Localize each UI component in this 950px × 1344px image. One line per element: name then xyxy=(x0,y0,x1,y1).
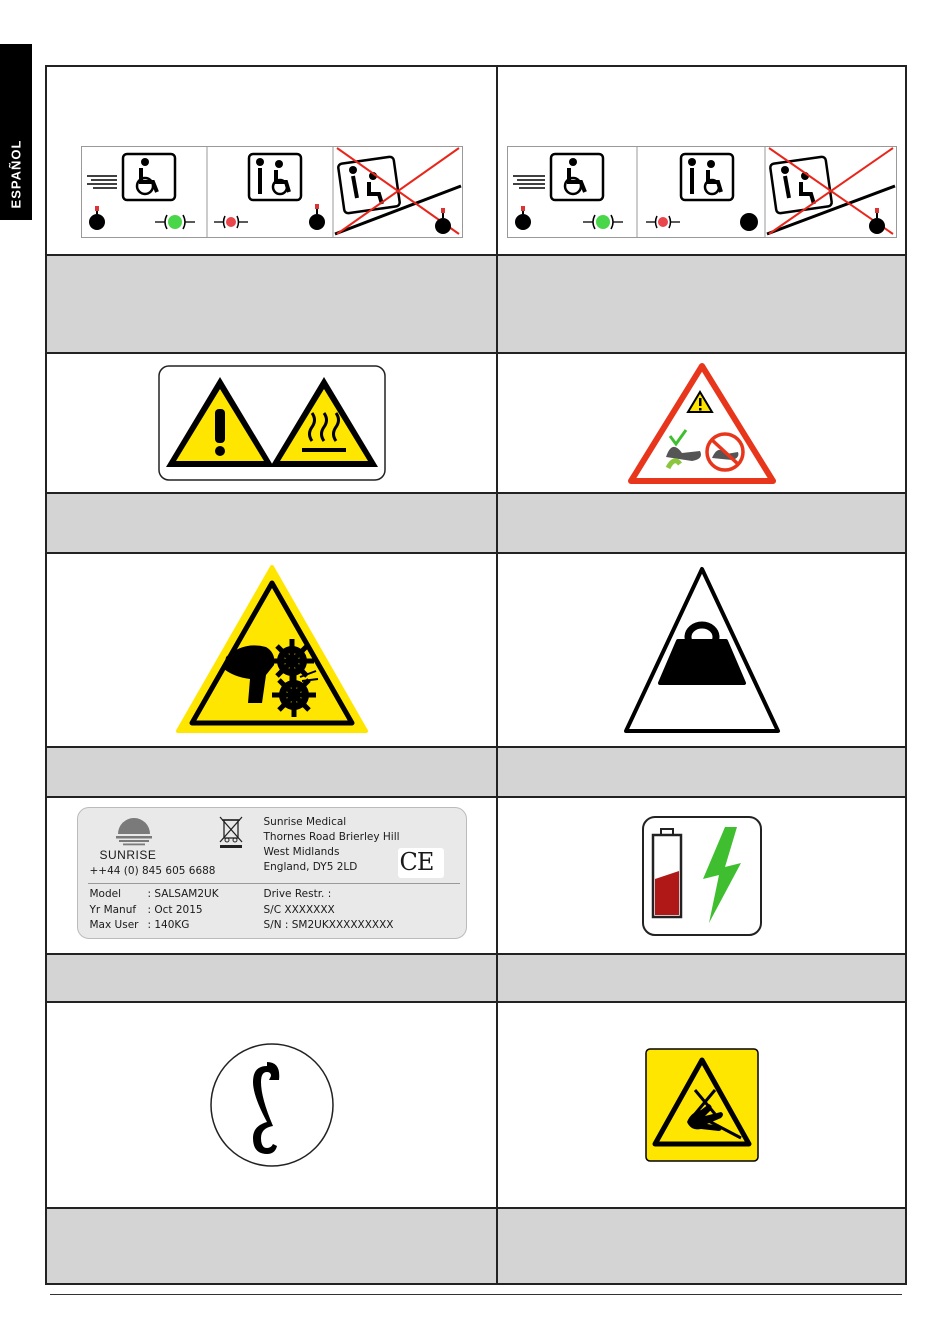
description-cell xyxy=(46,1208,497,1284)
plate-divider xyxy=(88,883,460,884)
serial-number: S/N : SM2UKXXXXXXXXX xyxy=(263,919,394,931)
crush-hazard-cell xyxy=(46,553,497,747)
drive-mode-sticker-icon xyxy=(81,146,463,238)
weight-icon xyxy=(622,565,782,735)
model-label: Model xyxy=(89,888,122,900)
esd-warning-icon xyxy=(645,1048,759,1162)
weee-bin-icon xyxy=(216,814,246,850)
description-cell xyxy=(497,255,906,353)
phone-number: ++44 (0) 845 605 6688 xyxy=(89,865,216,877)
warning-hot-surface-icon xyxy=(158,365,386,481)
max-user-value: : 140KG xyxy=(147,919,190,931)
language-tab xyxy=(0,44,32,220)
lifting-point-cell xyxy=(46,1002,497,1208)
address-line-2: West Midlands xyxy=(263,846,340,858)
data-plate xyxy=(77,807,467,939)
description-cell xyxy=(46,954,497,1002)
sunrise-logo-icon xyxy=(114,816,154,846)
address-line-3: England, DY5 2LD xyxy=(263,861,358,873)
crush-hazard-icon xyxy=(176,565,368,735)
weight-cell xyxy=(497,553,906,747)
serial-code: S/C XXXXXXX xyxy=(263,904,335,916)
description-cell xyxy=(497,747,906,797)
labels-table xyxy=(45,65,907,1285)
foot-warning-cell xyxy=(497,353,906,493)
brand-name: SUNRISE xyxy=(99,848,157,862)
description-cell xyxy=(46,255,497,353)
description-cell xyxy=(497,1208,906,1284)
description-cell xyxy=(497,493,906,553)
ce-mark: CE xyxy=(399,848,434,876)
description-cell xyxy=(46,747,497,797)
company-name: Sunrise Medical xyxy=(263,816,347,828)
data-plate-cell xyxy=(46,797,497,954)
warning-hot-surface-cell xyxy=(46,353,497,493)
yr-manuf-value: : Oct 2015 xyxy=(147,904,203,916)
footer-rule xyxy=(50,1294,902,1295)
yr-manuf-label: Yr Manuf xyxy=(89,904,137,916)
lifting-hook-icon xyxy=(209,1042,335,1168)
max-user-label: Max User xyxy=(89,919,139,931)
address-line-1: Thornes Road Brierley Hill xyxy=(263,831,400,843)
battery-charge-cell xyxy=(497,797,906,954)
drive-restr: Drive Restr. : xyxy=(263,888,332,900)
drive-mode-sticker-alt-icon xyxy=(507,146,897,238)
foot-warning-icon xyxy=(628,362,776,484)
description-cell xyxy=(497,954,906,1002)
description-cell xyxy=(46,493,497,553)
esd-cell xyxy=(497,1002,906,1208)
battery-charge-icon xyxy=(641,815,763,937)
language-tab-label: ESPAÑOL xyxy=(8,139,24,209)
drive-mode-label-right-cell xyxy=(497,66,906,255)
drive-mode-label-left-cell xyxy=(46,66,497,255)
model-value: : SALSAM2UK xyxy=(147,888,219,900)
